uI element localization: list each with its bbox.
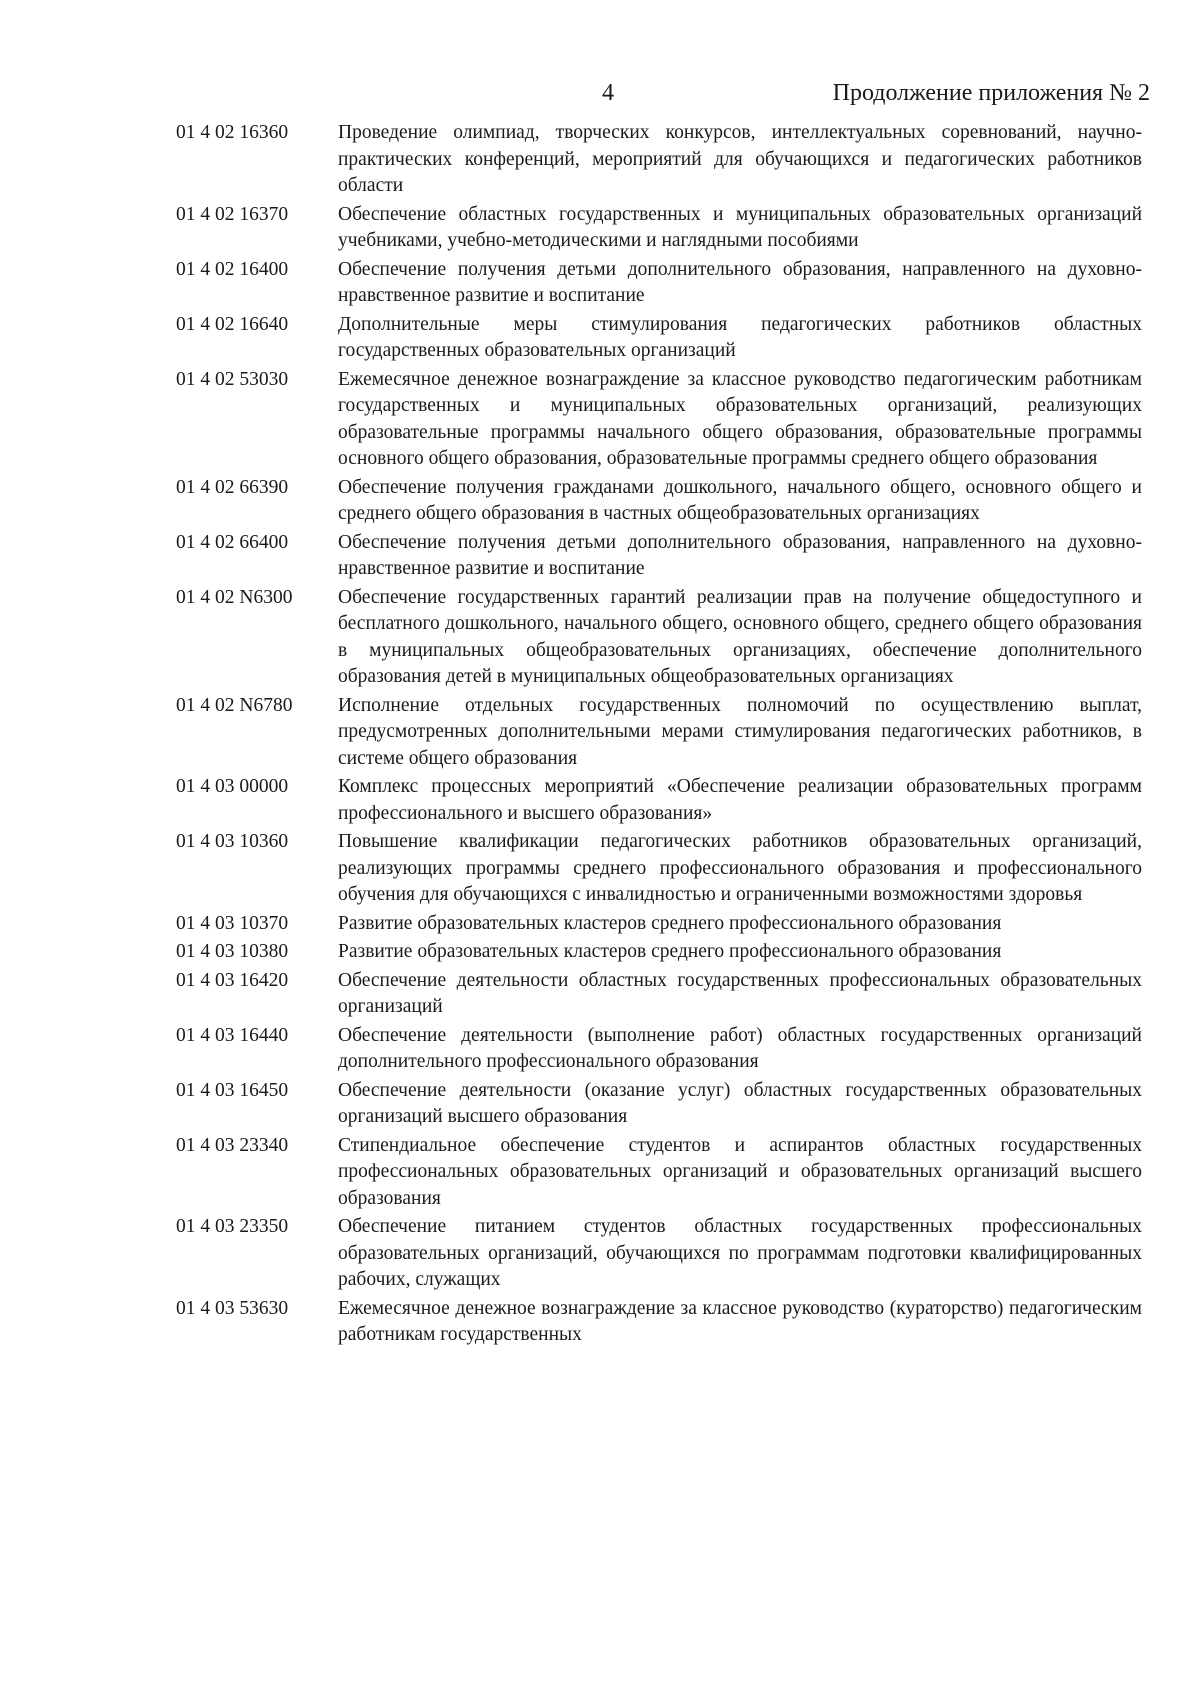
code-entry [176, 120, 1142, 200]
page-number: 4 [602, 80, 614, 106]
classification-code: 01 4 02 16370 [176, 203, 289, 225]
code-description: Обеспечение государственных гарантий реализации прав на получение общедоступного и бесплатного дошкольного, начального общего, основного общего, среднего общего образования в муниципальных общеобразовательных организациях, обеспечение дополнительного образования детей в муниципальных общеобразовательных организациях [338, 586, 1142, 687]
classification-code: 01 4 02 16640 [176, 313, 289, 335]
budget-code-list [176, 120, 1142, 1351]
code-description: Стипендиальное обеспечение студентов и аспирантов областных государственных профессиональных образовательных организаций и образовательных организаций высшего образования [338, 1134, 1142, 1209]
code-entry [176, 1296, 1142, 1349]
code-description: Обеспечение получения детьми дополнительного образования, направленного на духовно-нравственное развитие и воспитание [338, 531, 1142, 579]
classification-code: 01 4 02 N6300 [176, 586, 293, 608]
code-description: Обеспечение питанием студентов областных государственных профессиональных образовательных организаций, обучающихся по программам подготовки квалифицированных рабочих, служащих [338, 1216, 1142, 1290]
code-entry [176, 1214, 1142, 1294]
classification-code: 01 4 03 00000 [176, 776, 289, 797]
code-description: Обеспечение деятельности (выполнение работ) областных государственных организаций дополнительного профессионального образования [338, 1024, 1142, 1072]
classification-code: 01 4 03 23340 [176, 1134, 289, 1156]
classification-code: 01 4 03 16440 [176, 1024, 289, 1046]
code-entry [176, 911, 1142, 938]
code-description: Проведение олимпиад, творческих конкурсов, интеллектуальных соревнований, научно-практических конференций, мероприятий для обучающихся и педагогических работников области [338, 122, 1142, 196]
code-description: Обеспечение получения детьми дополнительного образования, направленного на духовно-нравственное развитие и воспитание [338, 258, 1142, 306]
classification-code: 01 4 03 10380 [176, 941, 289, 962]
code-description: Ежемесячное денежное вознаграждение за классное руководство педагогическим работникам государственных и муниципальных образовательных организаций, реализующих образовательные программы начального общего образования, образовательные программы основного общего образования, образовательные программы среднего общего образования [338, 368, 1142, 469]
page-header [0, 80, 1200, 110]
code-description: Развитие образовательных кластеров среднего профессионального образования [338, 912, 1002, 934]
classification-code: 01 4 03 16450 [176, 1079, 289, 1101]
classification-code: 01 4 03 53630 [176, 1297, 289, 1319]
code-description: Обеспечение деятельности (оказание услуг) областных государственных образовательных организаций высшего образования [338, 1079, 1142, 1127]
code-entry [176, 1023, 1142, 1076]
code-entry [176, 939, 1142, 966]
code-description: Исполнение отдельных государственных полномочий по осуществлению выплат, предусмотренных дополнительными мерами стимулирования педагогических работников, в системе общего образования [338, 694, 1142, 769]
classification-code: 01 4 03 23350 [176, 1216, 289, 1237]
code-entry [176, 829, 1142, 909]
code-entry [176, 312, 1142, 365]
code-entry [176, 693, 1142, 773]
classification-code: 01 4 02 16400 [176, 258, 289, 280]
code-entry [176, 774, 1142, 827]
classification-code: 01 4 02 N6780 [176, 694, 293, 716]
code-description: Обеспечение областных государственных и муниципальных образовательных организаций учебниками, учебно-методическими и наглядными пособиями [338, 203, 1142, 251]
code-description: Обеспечение деятельности областных государственных профессиональных образовательных организаций [338, 969, 1142, 1017]
classification-code: 01 4 02 66400 [176, 531, 289, 553]
code-description: Повышение квалификации педагогических работников образовательных организаций, реализующих программы среднего профессионального образования и профессионального обучения для обучающихся с инвалидностью и ограниченными возможностями здоровья [338, 831, 1142, 905]
classification-code: 01 4 03 10360 [176, 831, 289, 852]
code-description: Комплекс процессных мероприятий «Обеспечение реализации образовательных программ профессионального и высшего образования» [338, 776, 1142, 824]
code-description: Ежемесячное денежное вознаграждение за классное руководство (кураторство) педагогическим работникам государственных [338, 1297, 1142, 1345]
classification-code: 01 4 03 10370 [176, 912, 289, 934]
classification-code: 01 4 03 16420 [176, 969, 289, 991]
code-description: Обеспечение получения гражданами дошкольного, начального общего, основного общего и среднего общего образования в частных общеобразовательных организациях [338, 476, 1142, 524]
code-entry [176, 1078, 1142, 1131]
code-entry [176, 202, 1142, 255]
code-entry [176, 530, 1142, 583]
classification-code: 01 4 02 66390 [176, 476, 289, 498]
classification-code: 01 4 02 16360 [176, 122, 289, 143]
code-entry [176, 968, 1142, 1021]
code-entry [176, 475, 1142, 528]
code-entry [176, 257, 1142, 310]
code-description: Дополнительные меры стимулирования педагогических работников областных государственных образовательных организаций [338, 313, 1142, 361]
code-entry [176, 1133, 1142, 1213]
classification-code: 01 4 02 53030 [176, 368, 289, 390]
appendix-continuation-title: Продолжение приложения № 2 [832, 80, 1150, 106]
code-description: Развитие образовательных кластеров среднего профессионального образования [338, 941, 1002, 962]
code-entry [176, 585, 1142, 691]
code-entry [176, 367, 1142, 473]
